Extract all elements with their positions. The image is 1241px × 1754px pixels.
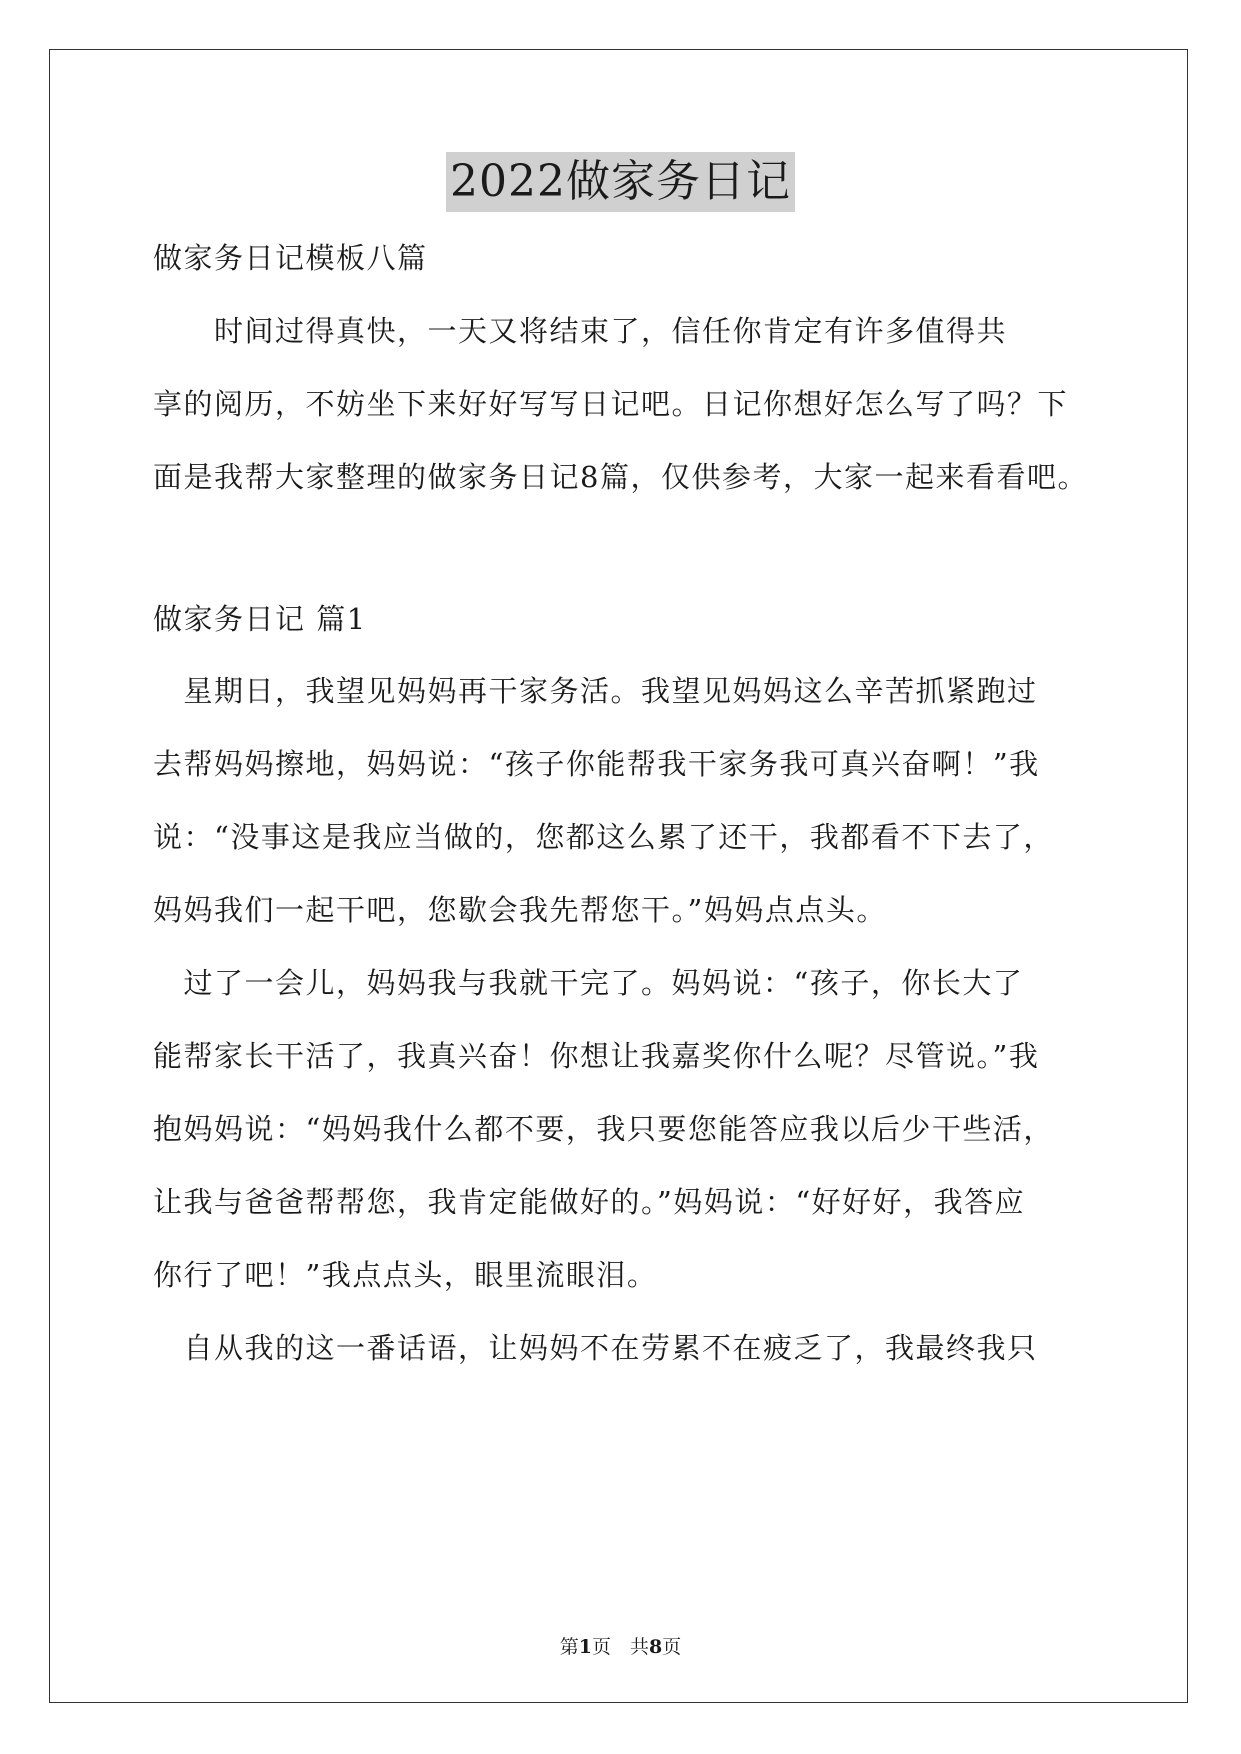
document-title-block	[0, 152, 1241, 212]
body-line: 去帮妈妈擦地，妈妈说：“孩子你能帮我干家务我可真兴奋啊！”我	[153, 747, 1040, 781]
body-line: 星期日，我望见妈妈再干家务活。我望见妈妈这么辛苦抓紧跑过	[153, 674, 1038, 708]
intro-line: 面是我帮大家整理的做家务日记8篇，仅供参考，大家一起来看看吧。	[153, 460, 1088, 494]
body-line: 抱妈妈说：“妈妈我什么都不要，我只要您能答应我以后少干些活，	[153, 1112, 1054, 1146]
body-line: 自从我的这一番话语，让妈妈不在劳累不在疲乏了，我最终我只	[153, 1331, 1038, 1365]
page-footer	[0, 1632, 1241, 1659]
page-border	[49, 49, 1188, 1703]
body-line: 说：“没事这是我应当做的，您都这么累了还干，我都看不下去了，	[153, 820, 1054, 854]
footer-middle: 页 共	[591, 1636, 649, 1658]
body-line: 过了一会儿，妈妈我与我就干完了。妈妈说：“孩子，你长大了	[153, 966, 1024, 1000]
body-line: 能帮家长干活了，我真兴奋！你想让我嘉奖你什么呢？尽管说。”我	[153, 1039, 1040, 1073]
document-title: 2022做家务日记	[446, 152, 795, 212]
body-line: 妈妈我们一起干吧，您歇会我先帮您干。”妈妈点点头。	[153, 893, 887, 927]
footer-suffix: 页	[662, 1636, 682, 1658]
body-line: 让我与爸爸帮帮您，我肯定能做好的。”妈妈说：“好好好，我答应	[153, 1185, 1026, 1219]
intro-line: 时间过得真快，一天又将结束了，信任你肯定有许多值得共	[153, 314, 1008, 348]
body-line: 你行了吧！”我点点头，眼里流眼泪。	[153, 1258, 658, 1292]
intro-line: 享的阅历，不妨坐下来好好写写日记吧。日记你想好怎么写了吗？下	[153, 387, 1069, 421]
footer-page-number: 1	[578, 1636, 592, 1658]
footer-prefix: 第	[559, 1636, 579, 1658]
subtitle: 做家务日记模板八篇	[153, 241, 428, 275]
section-heading: 做家务日记 篇1	[153, 602, 367, 636]
footer-total-pages: 8	[649, 1636, 663, 1658]
